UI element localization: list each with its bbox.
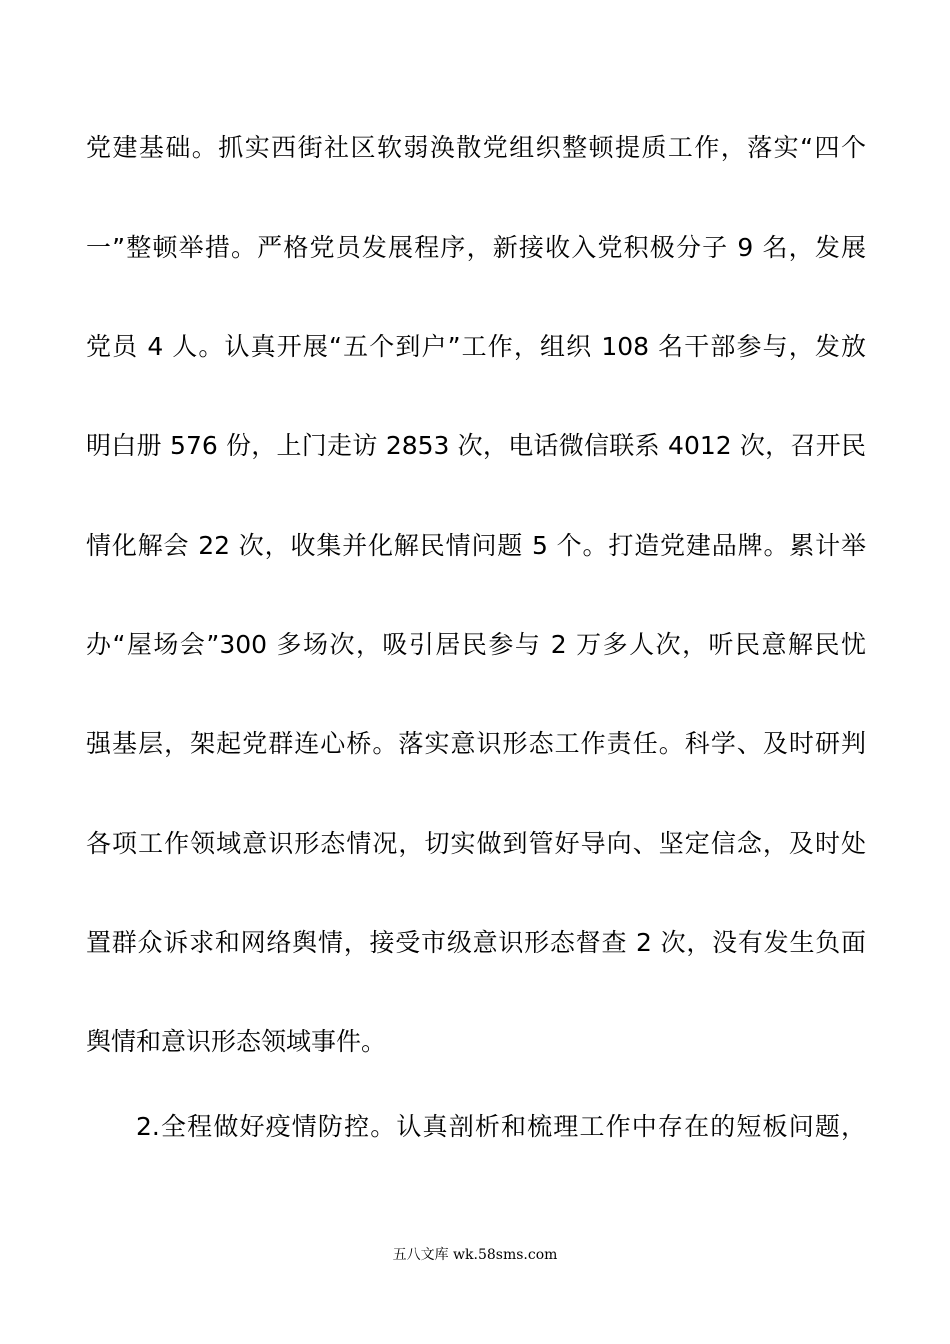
footer-watermark: 五八文库 wk.58sms.com [392, 1247, 558, 1263]
paragraph-line-2: 一”整顿举措。严格党员发展程序，新接收入党积极分子 9 名，发展 [86, 233, 866, 262]
paragraph-line-9: 置群众诉求和网络舆情，接受市级意识形态督查 2 次，没有发生负面 [86, 928, 866, 957]
paragraph-line-10: 舆情和意识形态领域事件。 [86, 1027, 387, 1056]
paragraph-line-11: 2.全程做好疫情防控。认真剖析和梳理工作中存在的短板问题， [136, 1112, 866, 1141]
paragraph-line-4: 明白册 576 份，上门走访 2853 次，电话微信联系 4012 次，召开民 [86, 431, 866, 460]
paragraph-line-8: 各项工作领域意识形态情况，切实做到管好导向、坚定信念，及时处 [86, 829, 866, 858]
paragraph-line-5: 情化解会 22 次，收集并化解民情问题 5 个。打造党建品牌。累计举 [86, 531, 866, 560]
paragraph-line-7: 强基层，架起党群连心桥。落实意识形态工作责任。科学、及时研判 [86, 729, 866, 758]
paragraph-line-6: 办“屋场会”300 多场次，吸引居民参与 2 万多人次，听民意解民忧 [86, 630, 866, 659]
paragraph-line-1: 党建基础。抓实西街社区软弱涣散党组织整顿提质工作，落实“四个 [86, 133, 866, 162]
paragraph-line-3: 党员 4 人。认真开展“五个到户”工作，组织 108 名干部参与，发放 [86, 332, 866, 361]
